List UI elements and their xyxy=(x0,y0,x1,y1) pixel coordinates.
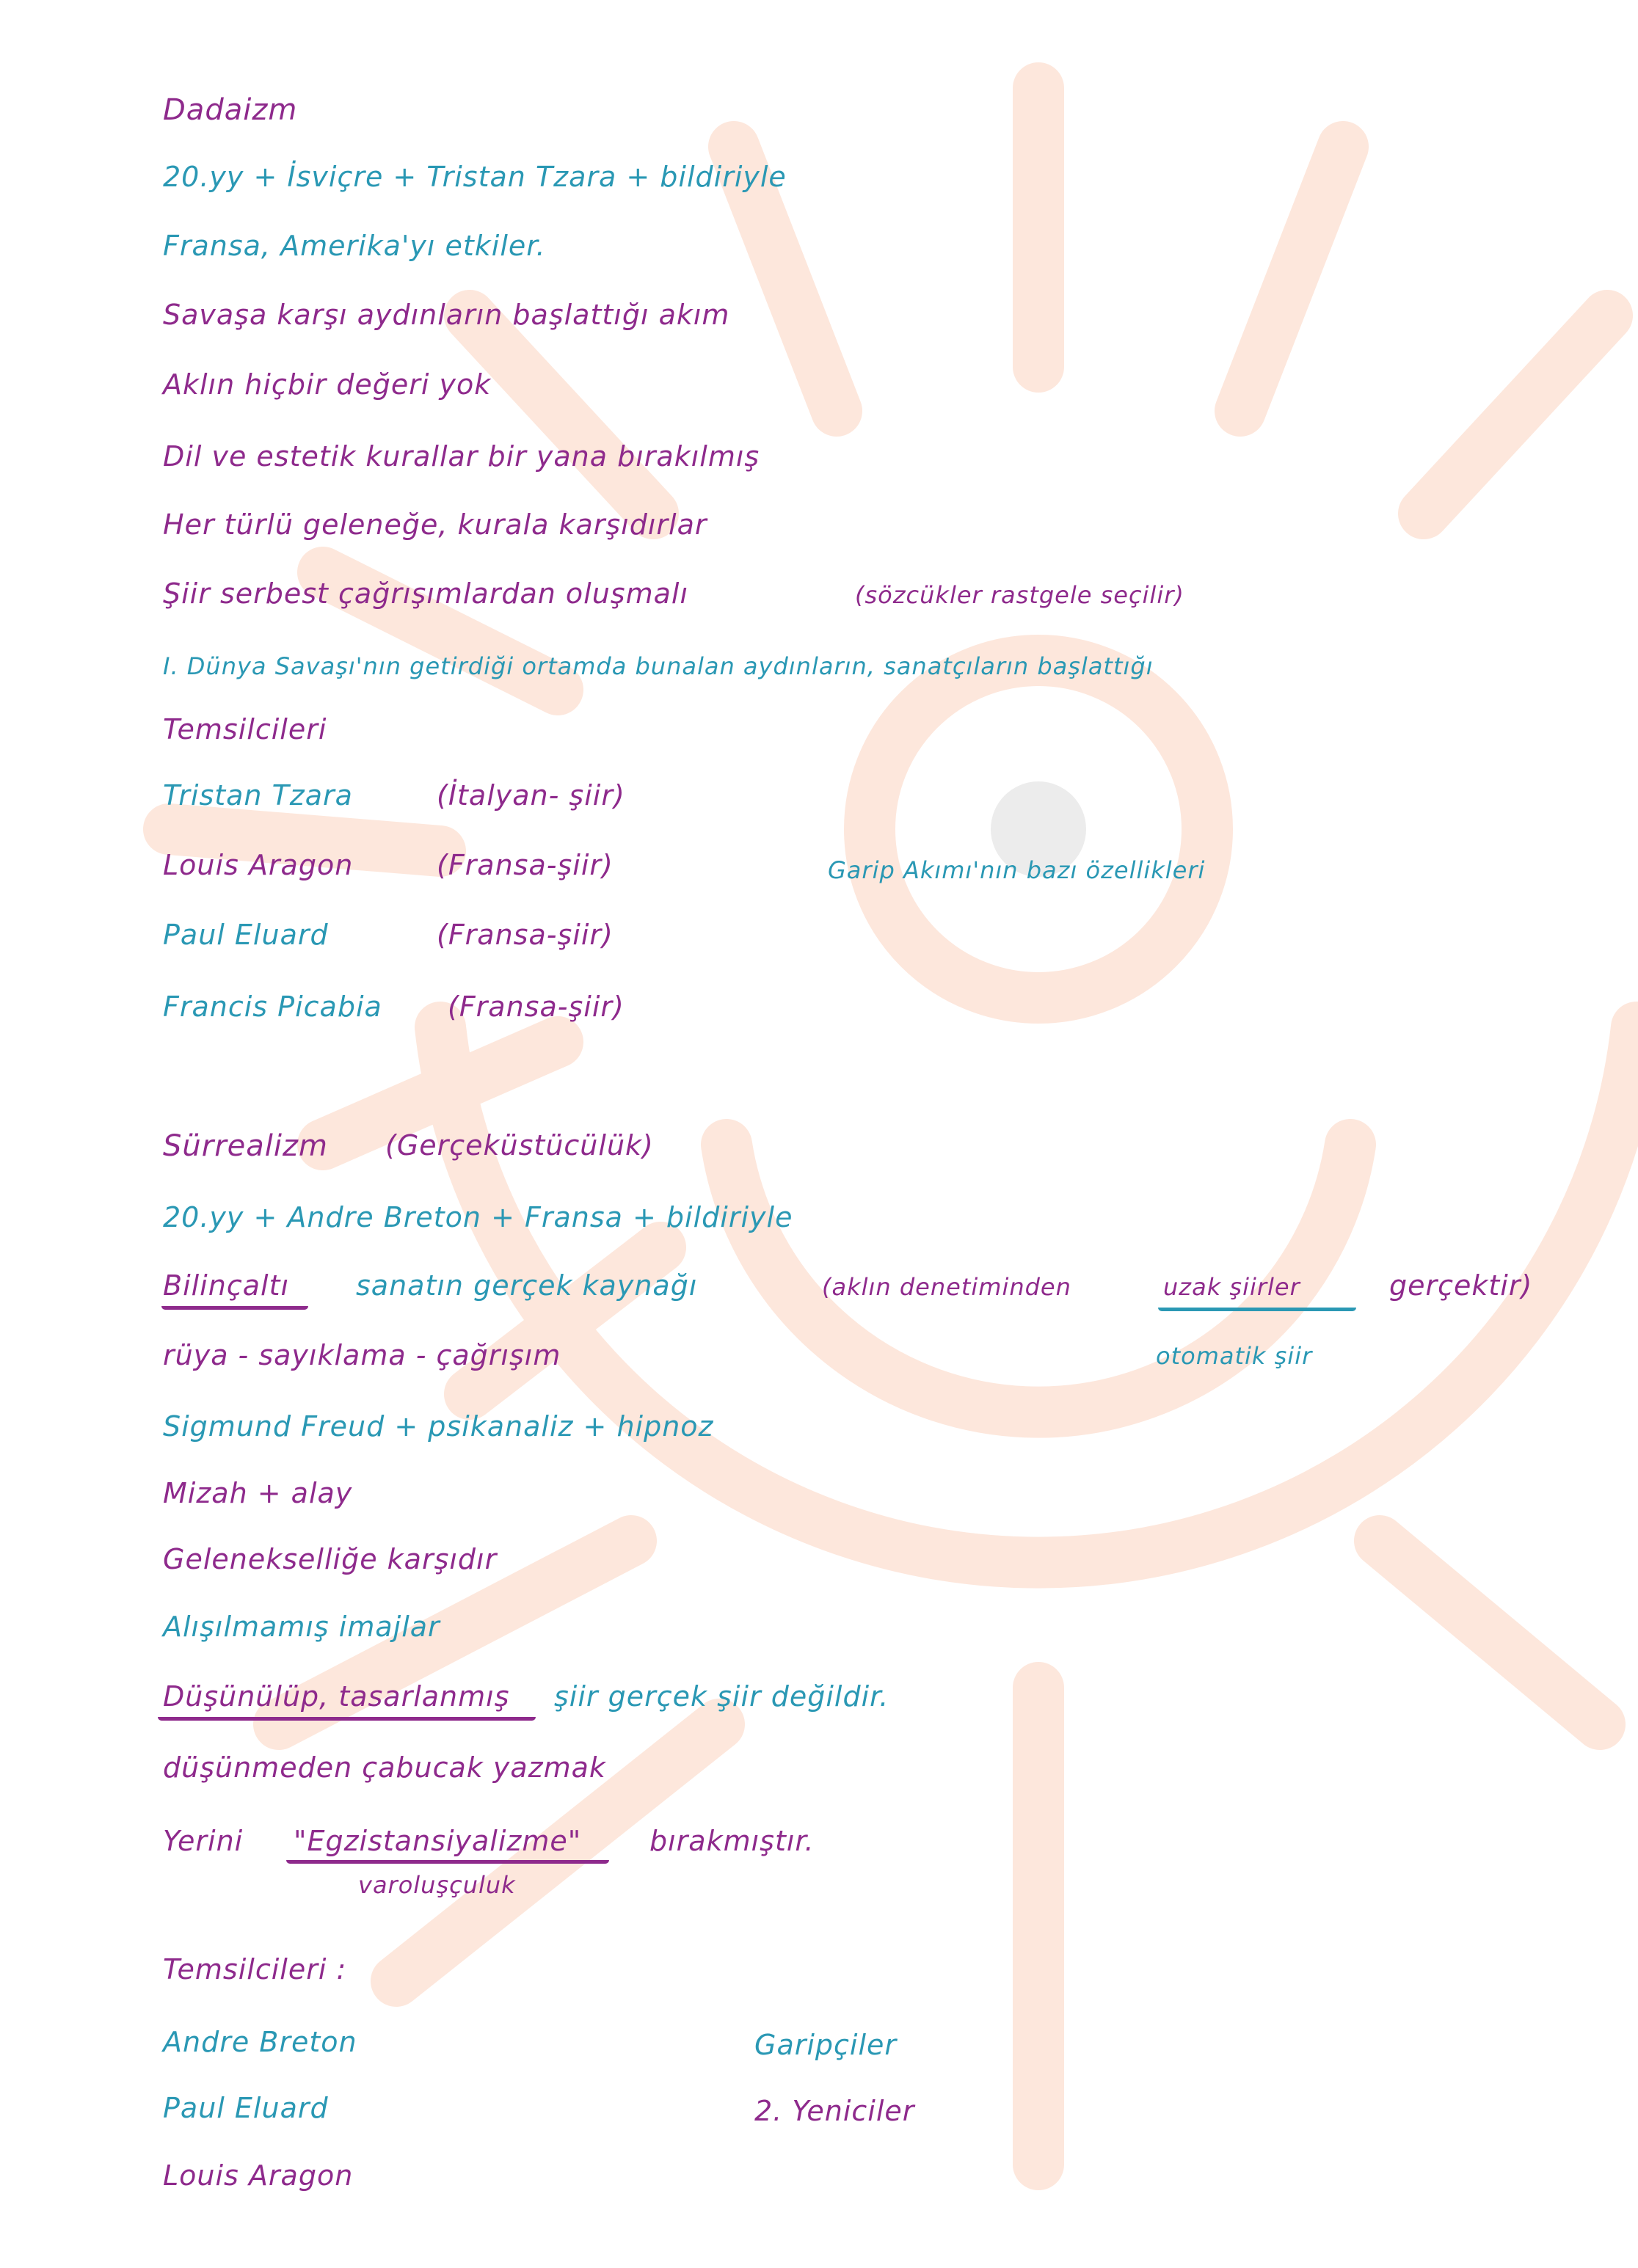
surrealizm-title-note: (Gerçeküstücülük) xyxy=(385,1129,654,1162)
dadaizm-line: Fransa, Amerika'yı etkiler. xyxy=(163,230,546,262)
dadaizm-line: Her türlü geleneğe, kurala karşıdırlar xyxy=(163,508,707,541)
surrealizm-line: 20.yy + Andre Breton + Fransa + bildiriyle xyxy=(163,1201,793,1233)
surrealizm-line: şiir gerçek şiir değildir. xyxy=(554,1680,889,1713)
surrealizm-line: Sigmund Freud + psikanaliz + hipnoz xyxy=(163,1410,714,1443)
dadaizm-rep-name: Tristan Tzara xyxy=(163,779,353,812)
surrealizm-group: Garipçiler xyxy=(754,2029,898,2061)
surrealizm-rep-name: Paul Eluard xyxy=(163,2092,329,2124)
underline-uzak xyxy=(1158,1308,1356,1311)
surrealizm-rep-name: Andre Breton xyxy=(163,2026,357,2058)
dadaizm-line: I. Dünya Savaşı'nın getirdiği ortamda bunalan aydınların, sanatçıların başlattığı xyxy=(163,652,1154,680)
surrealizm-line: Alışılmamış imajlar xyxy=(163,1611,440,1643)
dadaizm-rep-name: Paul Eluard xyxy=(163,919,329,951)
underline-bilincalti xyxy=(161,1306,308,1310)
surrealizm-line: rüya - sayıklama - çağrışım xyxy=(163,1339,561,1371)
surrealizm-line-note: otomatik şiir xyxy=(1156,1342,1313,1370)
dadaizm-rep-note: (Fransa-şiir) xyxy=(437,849,614,881)
dadaizm-line: Şiir serbest çağrışımlardan oluşmalı xyxy=(163,577,689,610)
dadaizm-rep-name: Francis Picabia xyxy=(163,991,382,1023)
surrealizm-line: gerçektir) xyxy=(1389,1269,1533,1302)
surrealizm-line: (aklın denetiminden xyxy=(822,1273,1071,1301)
surrealizm-group: 2. Yeniciler xyxy=(754,2095,915,2127)
dadaizm-side-note: Garip Akımı'nın bazı özellikleri xyxy=(828,856,1206,884)
surrealizm-title: Sürrealizm xyxy=(163,1129,328,1163)
surrealizm-line-dusunulup: Düşünülüp, tasarlanmış xyxy=(163,1680,510,1713)
dadaizm-line: 20.yy + İsviçre + Tristan Tzara + bildiriyle xyxy=(163,161,787,193)
dadaizm-rep-note: (İtalyan- şiir) xyxy=(437,779,625,812)
underline-egzistansiyalizm xyxy=(286,1860,609,1864)
dadaizm-line: Aklın hiçbir değeri yok xyxy=(163,368,492,401)
surrealizm-line: Mizah + alay xyxy=(163,1477,353,1509)
surrealizm-reps-title: Temsilcileri : xyxy=(163,1953,347,1986)
dadaizm-title: Dadaizm xyxy=(163,93,298,127)
surrealizm-line-egzistansiyalizm: "Egzistansiyalizme" xyxy=(294,1825,582,1857)
dadaizm-line-note: (sözcükler rastgele seçilir) xyxy=(855,581,1184,609)
dadaizm-reps-title: Temsilcileri xyxy=(163,713,327,745)
dadaizm-rep-note: (Fransa-şiir) xyxy=(437,919,614,951)
surrealizm-rep-name: Louis Aragon xyxy=(163,2159,354,2192)
dadaizm-line: Dil ve estetik kurallar bir yana bırakılmış xyxy=(163,440,760,473)
surrealizm-line-bilincalti: Bilinçaltı xyxy=(163,1269,290,1302)
surrealizm-line: düşünmeden çabucak yazmak xyxy=(163,1751,606,1784)
dadaizm-line: Savaşa karşı aydınların başlattığı akım xyxy=(163,299,730,331)
surrealizm-line-note: varoluşçuluk xyxy=(358,1871,516,1899)
surrealizm-line: Yerini xyxy=(163,1825,244,1857)
surrealizm-line: sanatın gerçek kaynağı xyxy=(356,1269,698,1302)
surrealizm-line-uzak: uzak şiirler xyxy=(1163,1273,1300,1301)
surrealizm-line: Gelenekselliğe karşıdır xyxy=(163,1543,498,1575)
dadaizm-rep-note: (Fransa-şiir) xyxy=(448,991,625,1023)
surrealizm-line: bırakmıştır. xyxy=(649,1825,815,1857)
dadaizm-rep-name: Louis Aragon xyxy=(163,849,354,881)
underline-dusunulup xyxy=(158,1717,536,1721)
